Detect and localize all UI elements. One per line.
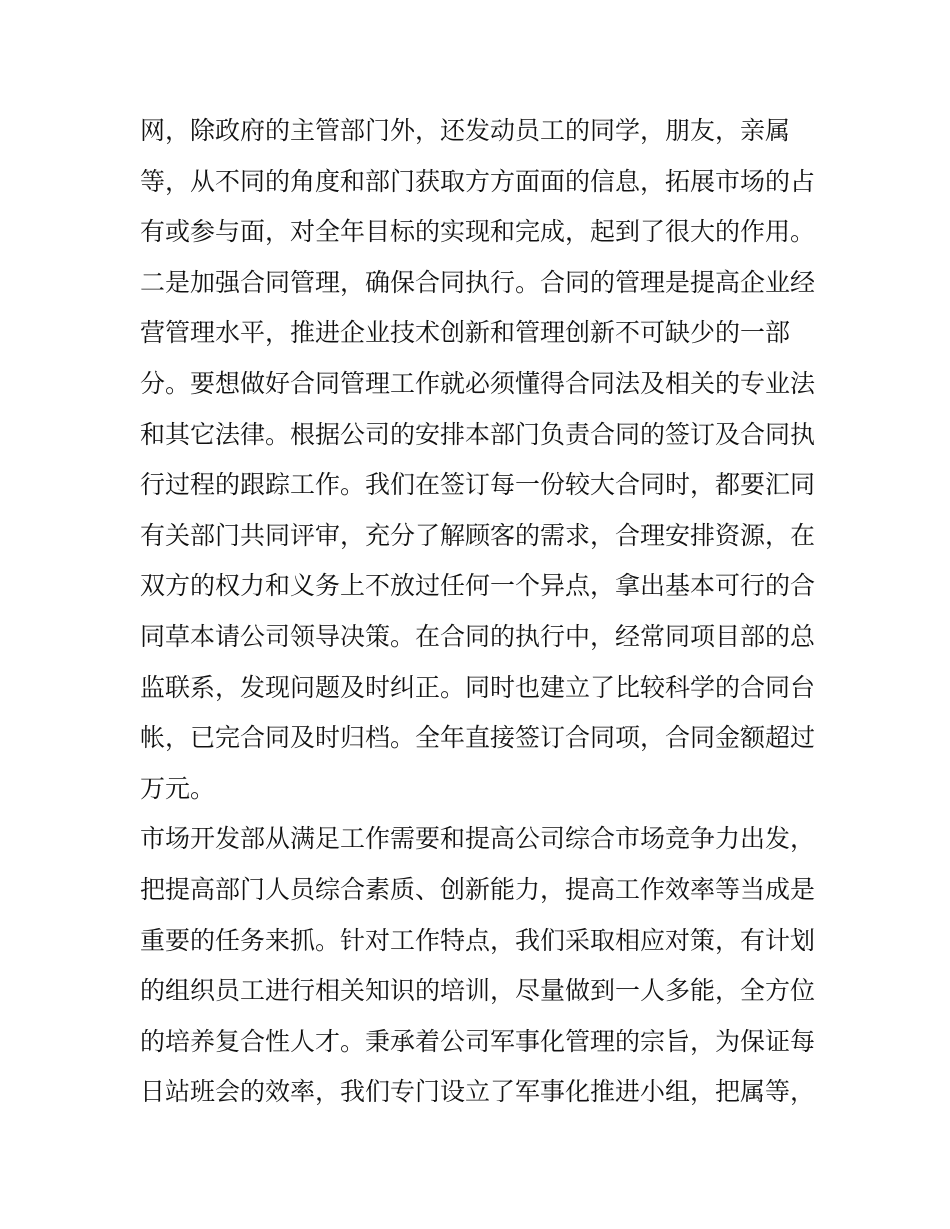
text-line-18: 的组织员工进行相关知识的培训，尽量做到一人多能，全方位 bbox=[140, 976, 816, 1006]
text-line-14: 万元。 bbox=[140, 773, 216, 803]
text-line-8: 行过程的跟踪工作。我们在签订每一份较大合同时，都要汇同 bbox=[140, 470, 816, 500]
text-line-13: 帐，已完合同及时归档。全年直接签订合同项，合同金额超过 bbox=[140, 723, 816, 753]
text-line-11: 同草本请公司领导决策。在合同的执行中，经常同项目部的总 bbox=[140, 621, 816, 651]
text-line-19: 的培养复合性人才。秉承着公司军事化管理的宗旨，为保证每 bbox=[140, 1026, 816, 1056]
text-line-3: 有或参与面，对全年目标的实现和完成，起到了很大的作用。 bbox=[140, 217, 816, 247]
text-line-12: 监联系，发现问题及时纠正。同时也建立了比较科学的合同台 bbox=[140, 672, 816, 702]
text-line-17: 重要的任务来抓。针对工作特点，我们采取相应对策，有计划 bbox=[140, 925, 816, 955]
text-line-1: 网，除政府的主管部门外，还发动员工的同学，朋友，亲属 bbox=[140, 116, 791, 145]
text-line-16: 把提高部门人员综合素质、创新能力，提高工作效率等当成是 bbox=[140, 874, 816, 904]
text-line-9: 有关部门共同评审，充分了解顾客的需求，合理安排资源，在 bbox=[140, 520, 816, 550]
text-line-20: 日站班会的效率，我们专门设立了军事化推进小组，把属等， bbox=[140, 1077, 816, 1107]
text-line-4: 二是加强合同管理，确保合同执行。合同的管理是提高企业经 bbox=[140, 267, 816, 297]
text-line-6: 分。要想做好合同管理工作就必须懂得合同法及相关的专业法 bbox=[140, 368, 816, 398]
text-line-10: 双方的权力和义务上不放过任何一个异点，拿出基本可行的合 bbox=[140, 571, 816, 601]
text-line-5: 营管理水平，推进企业技术创新和管理创新不可缺少的一部 bbox=[140, 318, 791, 348]
text-line-7: 和其它法律。根据公司的安排本部门负责合同的签订及合同执 bbox=[140, 419, 816, 449]
body-text bbox=[140, 106, 820, 1118]
text-line-15: 市场开发部从满足工作需要和提高公司综合市场竞争力出发， bbox=[140, 824, 816, 854]
text-line-2: 等，从不同的角度和部门获取方方面面的信息，拓展市场的占 bbox=[140, 166, 816, 196]
